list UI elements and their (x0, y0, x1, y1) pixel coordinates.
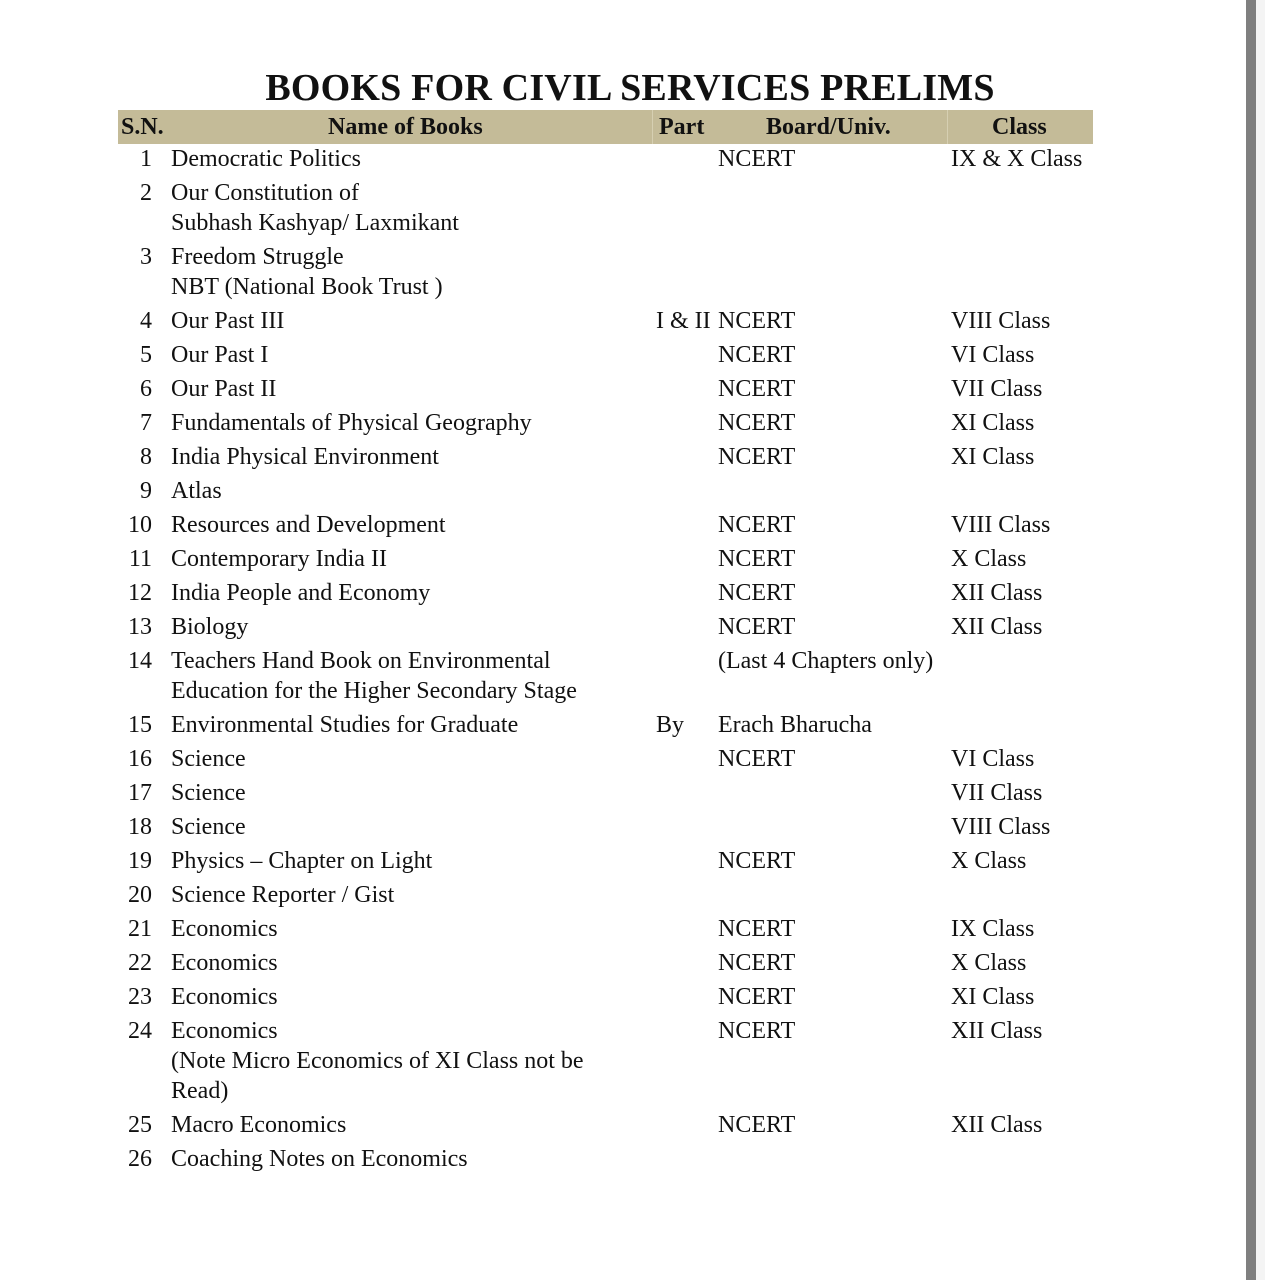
book-name-line: Fundamentals of Physical Geography (171, 410, 532, 436)
book-name-line: Economics (171, 984, 278, 1010)
book-name-line: India People and Economy (171, 580, 431, 606)
table-row (118, 144, 1093, 178)
serial-number: 8 (140, 444, 152, 470)
header-divider (947, 110, 948, 144)
book-name-line: Macro Economics (171, 1112, 347, 1138)
book-name-line: Science (171, 814, 246, 840)
serial-number: 5 (140, 342, 152, 368)
book-name (171, 442, 439, 472)
table-row (118, 408, 1093, 442)
book-name-line: Science Reporter / Gist (171, 882, 395, 908)
table-body (118, 144, 1093, 1178)
serial-number: 23 (128, 984, 152, 1010)
book-name-line: Our Constitution of (171, 180, 360, 206)
header-board: Board/Univ. (766, 114, 891, 140)
board-univ: NCERT (718, 376, 796, 402)
serial-number: 1 (140, 146, 152, 172)
class-level: XI Class (951, 444, 1035, 470)
scrollbar[interactable] (1246, 0, 1256, 1280)
table-row (118, 914, 1093, 948)
class-level: XII Class (951, 1018, 1043, 1044)
board-univ: NCERT (718, 614, 796, 640)
book-name-line: Physics – Chapter on Light (171, 848, 433, 874)
table-row (118, 374, 1093, 408)
serial-number: 24 (128, 1018, 152, 1044)
board-univ: NCERT (718, 342, 796, 368)
serial-number: 16 (128, 746, 152, 772)
serial-number: 10 (128, 512, 152, 538)
book-name-line: Coaching Notes on Economics (171, 1146, 468, 1172)
board-univ: NCERT (718, 984, 796, 1010)
board-univ: NCERT (718, 308, 796, 334)
class-level: IX & X Class (951, 146, 1083, 172)
serial-number: 26 (128, 1146, 152, 1172)
board-univ: NCERT (718, 410, 796, 436)
book-name (171, 340, 268, 370)
board-univ: NCERT (718, 848, 796, 874)
header-name: Name of Books (328, 114, 483, 140)
book-name (171, 914, 278, 944)
board-univ: (Last 4 Chapters only) (718, 648, 934, 674)
book-name-line: Contemporary India II (171, 546, 387, 572)
class-level: VII Class (951, 780, 1043, 806)
serial-number: 11 (128, 546, 152, 572)
class-level: XII Class (951, 580, 1043, 606)
book-name-line: Our Past II (171, 376, 277, 402)
book-name-line: Subhash Kashyap/ Laxmikant (171, 210, 459, 236)
book-name (171, 812, 246, 842)
page-title: BOOKS FOR CIVIL SERVICES PRELIMS (265, 67, 995, 109)
book-name (171, 846, 432, 876)
serial-number: 22 (128, 950, 152, 976)
serial-number: 12 (128, 580, 152, 606)
book-name-line: India Physical Environment (171, 444, 439, 470)
board-univ: NCERT (718, 746, 796, 772)
table-row (118, 544, 1093, 578)
class-level: VIII Class (951, 512, 1051, 538)
book-name (171, 646, 577, 706)
table-row (118, 710, 1093, 744)
table-row (118, 1144, 1093, 1178)
table-row (118, 612, 1093, 646)
class-level: VI Class (951, 746, 1035, 772)
book-name (171, 1016, 584, 1106)
book-name-line: Economics (171, 950, 278, 976)
book-name-line: Economics (171, 916, 278, 942)
book-name (171, 408, 532, 438)
serial-number: 2 (140, 180, 152, 206)
serial-number: 4 (140, 308, 152, 334)
book-part: By (656, 712, 685, 738)
header-sn: S.N. (121, 114, 164, 140)
header-divider (652, 110, 653, 144)
serial-number: 9 (140, 478, 152, 504)
class-level: XI Class (951, 410, 1035, 436)
book-name-line: Education for the Higher Secondary Stage (171, 678, 577, 704)
class-level: X Class (951, 950, 1027, 976)
serial-number: 20 (128, 882, 152, 908)
book-name-line: NBT (National Book Trust ) (171, 274, 443, 300)
board-univ: NCERT (718, 950, 796, 976)
serial-number: 6 (140, 376, 152, 402)
book-part: I & II (656, 308, 711, 334)
board-univ: NCERT (718, 146, 796, 172)
table-row (118, 812, 1093, 846)
table-header (118, 110, 1093, 144)
table-row (118, 306, 1093, 340)
book-name (171, 1144, 468, 1174)
board-univ: NCERT (718, 512, 796, 538)
table-row (118, 744, 1093, 778)
book-name-line: Teachers Hand Book on Environmental (171, 648, 551, 674)
table-row (118, 948, 1093, 982)
table-row (118, 442, 1093, 476)
book-name (171, 242, 443, 302)
serial-number: 18 (128, 814, 152, 840)
table-row (118, 476, 1093, 510)
book-name (171, 578, 430, 608)
book-name-line: Science (171, 746, 246, 772)
table-row (118, 1110, 1093, 1144)
class-level: VIII Class (951, 308, 1051, 334)
book-name (171, 778, 246, 808)
serial-number: 14 (128, 648, 152, 674)
serial-number: 19 (128, 848, 152, 874)
class-level: IX Class (951, 916, 1035, 942)
board-univ: Erach Bharucha (718, 712, 872, 738)
serial-number: 17 (128, 780, 152, 806)
table-row (118, 578, 1093, 612)
table-row (118, 178, 1093, 242)
header-part: Part (659, 114, 705, 140)
class-level: X Class (951, 848, 1027, 874)
book-name-line: (Note Micro Economics of XI Class not be (171, 1048, 584, 1074)
book-name (171, 710, 518, 740)
book-name-line: Economics (171, 1018, 278, 1044)
books-table (118, 110, 1093, 1178)
book-name-line: Democratic Politics (171, 146, 361, 172)
class-level: XI Class (951, 984, 1035, 1010)
book-name (171, 144, 361, 174)
book-name-line: Read) (171, 1078, 229, 1104)
table-row (118, 846, 1093, 880)
serial-number: 13 (128, 614, 152, 640)
serial-number: 15 (128, 712, 152, 738)
book-name (171, 476, 222, 506)
table-row (118, 982, 1093, 1016)
class-level: VII Class (951, 376, 1043, 402)
table-row (118, 242, 1093, 306)
class-level: VIII Class (951, 814, 1051, 840)
table-row (118, 340, 1093, 374)
book-name (171, 880, 394, 910)
table-row (118, 1016, 1093, 1110)
book-name-line: Our Past I (171, 342, 269, 368)
scrollbar-track-edge (1256, 0, 1265, 1280)
table-row (118, 880, 1093, 914)
board-univ: NCERT (718, 1018, 796, 1044)
board-univ: NCERT (718, 1112, 796, 1138)
book-name-line: Science (171, 780, 246, 806)
book-name (171, 510, 446, 540)
class-level: X Class (951, 546, 1027, 572)
table-row (118, 646, 1093, 710)
class-level: XII Class (951, 614, 1043, 640)
class-level: VI Class (951, 342, 1035, 368)
serial-number: 25 (128, 1112, 152, 1138)
board-univ: NCERT (718, 546, 796, 572)
book-name-line: Resources and Development (171, 512, 446, 538)
book-name (171, 982, 278, 1012)
board-univ: NCERT (718, 916, 796, 942)
book-name-line: Our Past III (171, 308, 285, 334)
class-level: XII Class (951, 1112, 1043, 1138)
table-row (118, 510, 1093, 544)
serial-number: 21 (128, 916, 152, 942)
serial-number: 3 (140, 244, 152, 270)
table-row (118, 778, 1093, 812)
book-name (171, 612, 248, 642)
book-name (171, 1110, 346, 1140)
board-univ: NCERT (718, 580, 796, 606)
header-class: Class (992, 114, 1047, 140)
book-name-line: Atlas (171, 478, 222, 504)
serial-number: 7 (140, 410, 152, 436)
book-name (171, 744, 246, 774)
book-name (171, 306, 284, 336)
book-name-line: Environmental Studies for Graduate (171, 712, 519, 738)
board-univ: NCERT (718, 444, 796, 470)
book-name (171, 178, 459, 238)
book-name (171, 948, 278, 978)
book-name (171, 544, 387, 574)
book-name (171, 374, 276, 404)
book-name-line: Biology (171, 614, 249, 640)
book-name-line: Freedom Struggle (171, 244, 344, 270)
